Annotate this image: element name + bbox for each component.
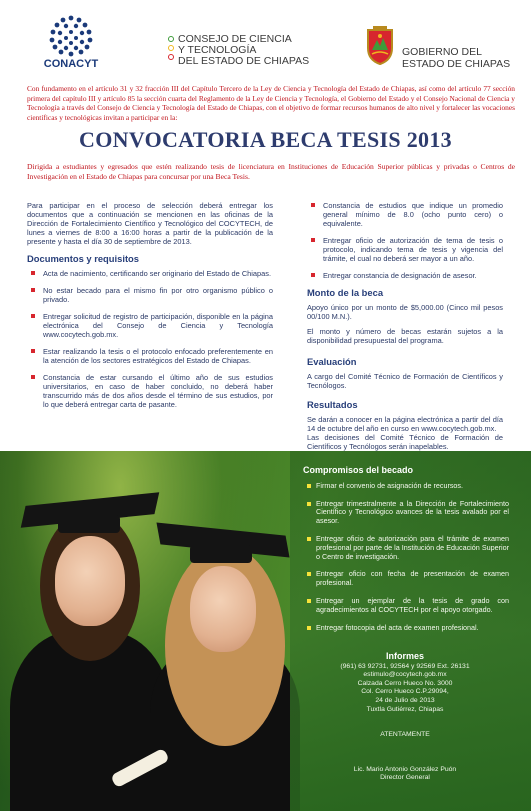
gobierno-logo (364, 26, 514, 74)
list-item-text: Firmar el convenio de asignación de recursos. (316, 480, 464, 490)
list-item (303, 570, 509, 588)
documents-list (27, 269, 273, 409)
chiapas-shield-icon (364, 26, 396, 66)
commitments-section (303, 466, 509, 641)
bullet-icon (307, 572, 311, 576)
cocytech-line-3: DEL ESTADO DE CHIAPAS (178, 55, 310, 67)
evaluation-heading: Evaluación (307, 356, 357, 367)
amount-text: Apoyo único por un monto de $5,000.00 (Cinco mil pesos 00/100 M.N.). (307, 303, 503, 321)
list-item-text: Constancia de estar cursando el último año de sus estudios universitarios, en caso de haber concluido, no deberá haber transcurrido más de dos años desde el término de sus estudios, por lo que deberá entregar carta de pasante. (43, 373, 273, 409)
list-item (27, 286, 273, 304)
list-item-text: Entregar fotocopia del acta de examen profesional. (316, 622, 479, 632)
list-item-text: Entregar constancia de designación de asesor. (323, 271, 477, 280)
bullet-icon (307, 484, 311, 488)
results-note: Las decisiones del Comité Técnico de Formación de Científicos y Tecnólogos serán inapelables. (307, 433, 503, 451)
participation-paragraph: Para participar en el proceso de selección deberá entregar los documentos que a continuación se mencionen en las oficinas de la Dirección de Fortalecimiento Científico y Tecnológico del COCYTECH, de lunes a viernes de 8:00 a 16:00 horas a partir de la publicación de la presente y hasta el día 30 de septiembre de 2013. (27, 201, 273, 246)
list-item-text: Estar realizando la tesis o el protocolo enfocado preferentemente en la atención de los sectores estratégicos del Estado de Chiapas. (43, 347, 273, 365)
gobierno-line-1: GOBIERNO DEL (402, 46, 482, 58)
graduate-right-figure (150, 511, 300, 811)
bullet-icon (31, 375, 35, 379)
commitments-heading: Compromisos del becado (303, 465, 414, 475)
documents-heading: Documentos y requisitos (27, 253, 140, 264)
bullet-icon (307, 502, 311, 506)
bullet-icon (31, 271, 35, 275)
list-item-text: Entregar oficio con fecha de presentación de examen profesional. (316, 569, 509, 588)
page-title: CONVOCATORIA BECA TESIS 2013 (79, 127, 452, 152)
list-item (307, 201, 503, 228)
bullet-icon (31, 349, 35, 353)
list-item-text: Entregar oficio de autorización de tema de tesis o protocolo, indicando tema de tesis y vigencia del trámite, el cual no deberá ser mayor a un año. (323, 236, 503, 263)
amount-note: El monto y número de becas estarán sujetos a la disponibilidad presupuestal del programa. (307, 327, 503, 345)
list-item (27, 312, 273, 339)
evaluation-text: A cargo del Comité Técnico de Formación de Científicos y Tecnólogos. (307, 372, 503, 390)
list-item-text: No estar becado para el mismo fin por otro organismo público o privado. (43, 286, 273, 304)
cocytech-dots-icon (168, 36, 176, 63)
bullet-icon (311, 273, 315, 277)
gobierno-name (402, 46, 510, 70)
target-audience-paragraph: Dirigida a estudiantes y egresados que estén realizando tesis de licenciatura en Instituciones de Educación Superior públicas y privadas o Centros de Investigación en el Estado de Chiapas para concursar por una Beca Tesis. (27, 162, 515, 181)
list-item-text: Constancia de estudios que indique un promedio general mínimo de 8.0 (ocho punto cero) o equivalente. (323, 201, 503, 228)
right-column (307, 201, 503, 457)
list-item (303, 535, 509, 561)
contact-phone: (961) 63 92731, 92564 y 92569 Ext. 26131 (340, 662, 470, 670)
contact-section (300, 652, 510, 783)
signatory-title: Director General (380, 774, 430, 782)
cocytech-name (178, 34, 309, 67)
list-item-text: Entregar oficio de autorización para el trámite de examen profesional por parte de la Institución de Educación Superior o Centro de investigación. (316, 533, 509, 561)
contact-heading: Informes (385, 651, 424, 661)
conacyt-emblem-icon (46, 14, 96, 58)
list-item (303, 624, 509, 633)
amount-heading: Monto de la beca (307, 287, 384, 298)
list-item (27, 269, 273, 278)
list-item (27, 347, 273, 365)
results-heading: Resultados (307, 399, 358, 410)
gobierno-line-2: ESTADO DE CHIAPAS (402, 58, 511, 70)
intro-paragraph: Con fundamento en el artículo 31 y 32 fracción III del Capítulo Tercero de la Ley de Ciencia y Tecnología del Estado de Chiapas, así como del artículo 77 sección primera del capítulo III y artículo 85 la sección cuarta del Reglamento de la Ley de Ciencia y Tecnología, el Gobierno del Estado y el Consejo Nacional de Ciencia y Tecnología a través del Consejo de Ciencia y Tecnología del Estado de Chiapas, con el objetivo de formar recursos humanos de alto nivel y fortalecer las vocaciones científicas y tecnológicas invitan a participar en la: (27, 84, 515, 122)
contact-date: 24 de Julio de 2013 (375, 696, 435, 704)
contact-address-street: Calzada Cerro Hueco No. 3000 (357, 679, 453, 687)
list-item-text: Entregar trimestralmente a la Dirección de Fortalecimiento Científico y Tecnológico avances de la tesis avalado por el asesor. (316, 498, 509, 526)
list-item (27, 373, 273, 409)
list-item-text: Entregar un ejemplar de la tesis de grado con agradecimientos al COCYTECH por el apoyo otorgado. (316, 595, 509, 614)
cocytech-logo (168, 34, 318, 74)
list-item-text: Entregar solicitud de registro de participación, disponible en la página electrónica del Consejo de Ciencia y Tecnología www.cocytech.gob.mx. (43, 312, 273, 339)
conacyt-logo (36, 14, 106, 74)
signatory-name: Lic. Mario Antonio González Puón (353, 765, 457, 773)
list-item (303, 597, 509, 615)
commitments-list (303, 482, 509, 633)
bullet-icon (31, 288, 35, 292)
list-item (303, 482, 509, 491)
closing-atentamente: ATENTAMENTE (380, 731, 430, 739)
list-item-text: Acta de nacimiento, certificando ser originario del Estado de Chiapas. (43, 269, 272, 278)
cocytech-line-1: CONSEJO DE CIENCIA (178, 33, 292, 45)
bullet-icon (311, 203, 315, 207)
contact-city: Tuxtla Gutiérrez, Chiapas (366, 705, 444, 713)
bullet-icon (307, 599, 311, 603)
list-item (303, 500, 509, 526)
bullet-icon (307, 626, 311, 630)
list-item (307, 271, 503, 280)
bullet-icon (311, 238, 315, 242)
results-text: Se darán a conocer en la página electrónica a partir del día 14 de octubre del año en curso en www.cocytech.gob.mx. (307, 415, 503, 433)
cocytech-line-2: Y TECNOLOGÍA (178, 44, 257, 56)
list-item (307, 236, 503, 263)
contact-email: estimulo@cocytech.gob.mx (363, 671, 447, 679)
left-column (27, 201, 273, 417)
bullet-icon (307, 537, 311, 541)
bullet-icon (31, 314, 35, 318)
conacyt-label: CONACYT (43, 58, 99, 70)
contact-address-colonia: Col. Cerro Hueco C.P.29094, (361, 688, 449, 696)
documents-list-continued (307, 201, 503, 280)
